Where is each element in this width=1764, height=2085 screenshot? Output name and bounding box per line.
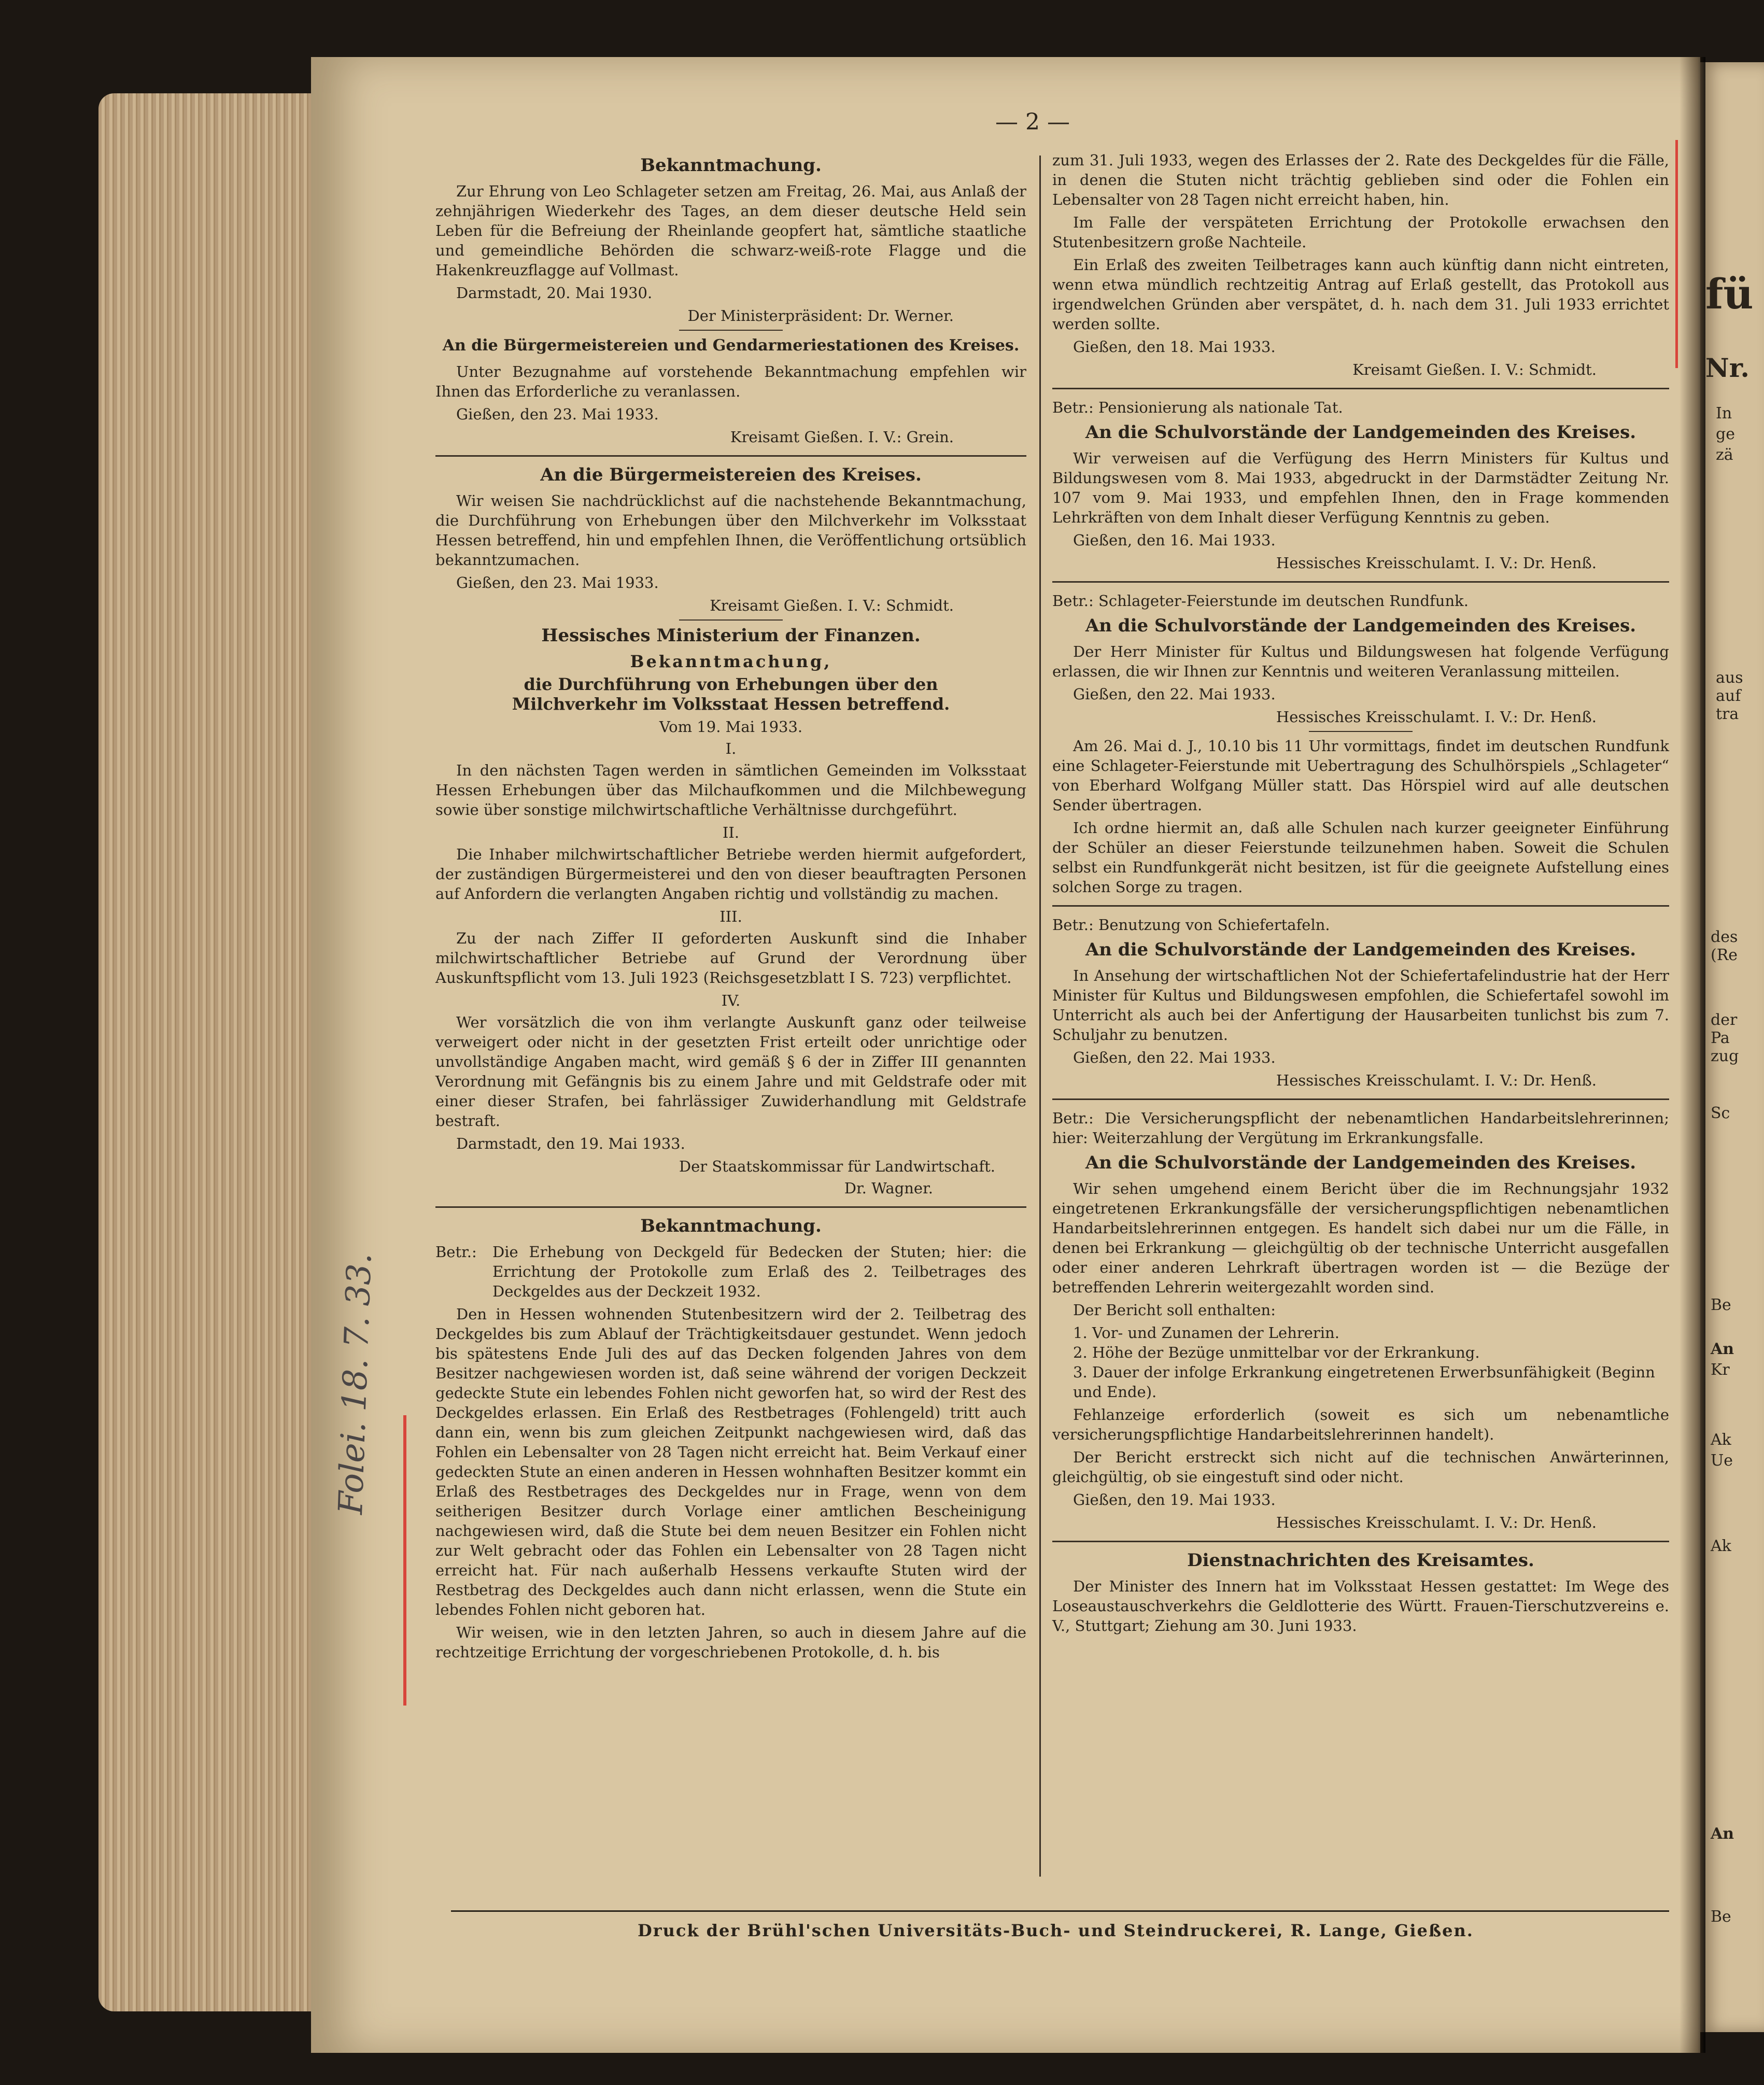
notice-body: Zur Ehrung von Leo Schlageter setzen am Freitag, 26. Mai, aus Anlaß der zehnjährigen Wiederkehr des Tages, an dem dieser deutsche Held sein Leben für die Befreiung der Rheinlande geopfert hat, sämtliche staatliche und gemeindliche Behörden die schwarz-weiß-rote Flagge und die Hakenkreuzflagge auf Vollmast.	[435, 182, 1026, 279]
notice-body: Der Herr Minister für Kultus und Bildungswesen hat folgende Verfügung erlassen, die wir Ihnen zur Kenntnis und weiteren Veranlassung mitteilen.	[1052, 643, 1669, 680]
red-margin-mark	[403, 1415, 406, 1706]
column-divider	[1039, 156, 1041, 1877]
next-page-fragment: ge	[1716, 425, 1735, 443]
short-divider	[1309, 731, 1413, 732]
notice-signature: Hessisches Kreisschulamt. I. V.: Dr. Henß.	[1276, 1514, 1597, 1531]
betr-line: Betr.: Benutzung von Schiefertafeln.	[1052, 916, 1330, 934]
section-divider	[1052, 581, 1669, 583]
notice-heading: An die Schulvorstände der Landgemeinden des Kreises.	[1085, 1152, 1636, 1173]
short-divider	[679, 330, 783, 331]
notice-body: In Ansehung der wirtschaftlichen Not der Schiefertafelindustrie hat der Herr Minister für Kultus und Bildungswesen empfohlen, die Schiefertafel sowohl im Unterricht als auch bei der Anfertigung der Hausarbeiten tunlichst bis zum 7. Schuljahr zu benutzen.	[1052, 967, 1669, 1044]
section-numeral: II.	[722, 824, 740, 841]
betr-line	[435, 1242, 1026, 1301]
section-divider	[1052, 388, 1669, 389]
printer-imprint: Druck der Brühl'schen Universitäts-Buch- und Steindruckerei, R. Lange, Gießen.	[638, 1921, 1474, 1940]
next-page-fragment: Pa	[1711, 1029, 1730, 1047]
next-page-fragment: Nr.	[1705, 353, 1749, 383]
section-divider	[435, 455, 1026, 457]
notice-heading: An die Schulvorstände der Landgemeinden des Kreises.	[1085, 422, 1636, 443]
next-page-fragment: tra	[1716, 705, 1739, 723]
next-page-fragment: auf	[1716, 687, 1741, 705]
notice-body: Die Inhaber milchwirtschaftlicher Betriebe werden hiermit aufgefordert, der zuständigen Bürgermeisterei und den von dieser beauftragten Personen auf Anfordern die verlangten Angaben richtig und vollständig zu machen.	[435, 846, 1026, 903]
next-page-fragment: Kr	[1711, 1361, 1730, 1379]
notice-signature: Dr. Wagner.	[844, 1179, 933, 1197]
notice-date: Darmstadt, den 19. Mai 1933.	[456, 1135, 685, 1152]
list-item: 3. Dauer der infolge Erkrankung eingetretenen Erwerbsunfähigkeit (Beginn und Ende).	[1073, 1363, 1655, 1401]
notice-body: Zu der nach Ziffer II geforderten Auskunft sind die Inhaber milchwirtschaftlicher Betriebe auf Grund der Verordnung über Auskunftspflicht vom 13. Juli 1923 (Reichsgesetzblatt I S. 723) verpflichtet.	[435, 929, 1026, 987]
notice-signature: Kreisamt Gießen. I. V.: Grein.	[730, 428, 954, 446]
notice-body: Im Falle der verspäteten Errichtung der Protokolle erwachsen den Stutenbesitzern große Nachteile.	[1052, 214, 1669, 251]
notice-date: Gießen, den 19. Mai 1933.	[1073, 1491, 1276, 1509]
next-page-fragment: fü	[1705, 270, 1754, 318]
notice-signature: Hessisches Kreisschulamt. I. V.: Dr. Henß.	[1276, 554, 1597, 572]
list-intro: Der Bericht soll enthalten:	[1073, 1301, 1276, 1319]
notice-subheading: die Durchführung von Erhebungen über den Milchverkehr im Volksstaat Hessen betreffend.	[512, 674, 950, 714]
right-column	[1052, 150, 1669, 1639]
betr-label: Betr.:	[435, 1243, 477, 1261]
section-divider	[1052, 1541, 1669, 1542]
notice-body: Unter Bezugnahme auf vorstehende Bekanntmachung empfehlen wir Ihnen das Erforderliche zu veranlassen.	[435, 363, 1026, 400]
notice-date: Gießen, den 16. Mai 1933.	[1073, 531, 1276, 549]
handwritten-annotation: Folei. 18. 7. 33.	[332, 1252, 379, 1515]
short-divider	[679, 619, 783, 621]
notice-body: Ich ordne hiermit an, daß alle Schulen nach kurzer geeigneter Einführung der Schüler an dieser Feierstunde teilzunehmen haben. Soweit die Schulen selbst ein Rundfunkgerät nicht besitzen, ist für die geeignete Aufstellung eines solchen Sorge zu tragen.	[1052, 819, 1669, 896]
notice-body: Der Bericht erstreckt sich nicht auf die technischen Anwärterinnen, gleichgültig, ob sie eingestuft sind oder nicht.	[1052, 1448, 1669, 1486]
next-page-fragment: Ak	[1711, 1431, 1731, 1449]
section-numeral: III.	[719, 908, 742, 925]
notice-heading: Dienstnachrichten des Kreisamtes.	[1187, 1550, 1534, 1571]
notice-heading: Bekanntmachung.	[640, 155, 822, 176]
page-gutter	[1680, 57, 1705, 2053]
next-page-fragment: (Re	[1711, 946, 1738, 964]
notice-signature: Kreisamt Gießen. I. V.: Schmidt.	[1352, 361, 1597, 378]
notice-heading: Hessisches Ministerium der Finanzen.	[541, 625, 921, 646]
next-page-fragment: zug	[1711, 1047, 1739, 1065]
notice-body: zum 31. Juli 1933, wegen des Erlasses der 2. Rate des Deckgeldes für die Fälle, in denen die Stuten nicht trächtig geblieben sind oder die Fohlen ein Lebensalter von 28 Tagen nicht erreicht haben, hin.	[1052, 151, 1669, 208]
notice-signature: Der Staatskommissar für Landwirtschaft.	[679, 1158, 995, 1175]
notice-heading: Bekanntmachung.	[640, 1216, 822, 1236]
notice-body: Ein Erlaß des zweiten Teilbetrages kann auch künftig dann nicht eintreten, wenn etwa mündlich rechtzeitig Antrag auf Erlaß gestellt, das Protokoll aus irgendwelchen Gründen aber verspätet, d. h. nach dem 31. Juli 1933 errichtet werden sollte.	[1052, 256, 1669, 333]
notice-date: Gießen, den 22. Mai 1933.	[1073, 685, 1276, 703]
notice-signature: Hessisches Kreisschulamt. I. V.: Dr. Henß.	[1276, 708, 1597, 726]
notice-subheading: Bekanntmachung,	[630, 652, 832, 671]
notice-signature: Kreisamt Gießen. I. V.: Schmidt.	[710, 597, 954, 614]
notice-signature: Hessisches Kreisschulamt. I. V.: Dr. Henß.	[1276, 1072, 1597, 1089]
notice-date: Gießen, den 23. Mai 1933.	[456, 405, 659, 423]
betr-line: Betr.: Die Versicherungspflicht der nebenamtlichen Handarbeitslehrerinnen; hier: Weiterzahlung der Vergütung im Erkrankungsfalle.	[1052, 1109, 1669, 1147]
list-item: 2. Höhe der Bezüge unmittelbar vor der Erkrankung.	[1073, 1344, 1480, 1361]
notice-body: Am 26. Mai d. J., 10.10 bis 11 Uhr vormittags, findet im deutschen Rundfunk eine Schlageter-Feierstunde mit Uebertragung des Schulhörspiels „Schlageter“ von Eberhard Wolfgang Müller statt. Das Hörspiel wird auf alle deutschen Sender übertragen.	[1052, 737, 1669, 814]
notice-date: Gießen, den 22. Mai 1933.	[1073, 1049, 1276, 1066]
notice-signature: Der Ministerpräsident: Dr. Werner.	[687, 307, 954, 325]
notice-heading: An die Bürgermeistereien des Kreises.	[540, 464, 922, 485]
notice-heading: An die Bürgermeistereien und Gendarmeriestationen des Kreises.	[442, 336, 1020, 355]
notice-heading: An die Schulvorstände der Landgemeinden des Kreises.	[1085, 615, 1636, 636]
report-items-list	[1073, 1323, 1669, 1402]
notice-date: Gießen, den 23. Mai 1933.	[456, 574, 659, 591]
left-column	[435, 150, 1026, 1665]
next-page-fragment: der	[1711, 1011, 1738, 1029]
next-page-fragment: Be	[1711, 1908, 1731, 1926]
section-numeral: IV.	[721, 992, 741, 1009]
next-page-fragment: des	[1711, 928, 1738, 946]
betr-line: Betr.: Pensionierung als nationale Tat.	[1052, 399, 1343, 416]
red-margin-mark	[1675, 140, 1678, 368]
next-page-fragment: Sc	[1711, 1104, 1730, 1122]
notice-date: Darmstadt, 20. Mai 1930.	[456, 284, 653, 302]
book-edge	[98, 93, 342, 2011]
page-number: — 2 —	[995, 109, 1070, 135]
list-item: 1. Vor- und Zunamen der Lehrerin.	[1073, 1324, 1339, 1342]
notice-body: Der Minister des Innern hat im Volksstaat Hessen gestattet: Im Wege des Loseaustauschverkehrs die Geldlotterie des Württ. Frauen-Tierschutzvereins e. V., Stuttgart; Ziehung am 30. Juni 1933.	[1052, 1577, 1669, 1635]
notice-body: Wer vorsätzlich die von ihm verlangte Auskunft ganz oder teilweise verweigert oder nicht in der gesetzten Frist erteilt oder unrichtige oder unvollständige Angaben macht, wird gemäß § 6 der in Ziffer III genannten Verordnung mit Gefängnis bis zu einem Jahre und mit Geldstrafe oder mit einer dieser Strafen, bei fahrlässiger Zuwiderhandlung mit Geldstrafe bestraft.	[435, 1013, 1026, 1130]
betr-line: Betr.: Schlageter-Feierstunde im deutschen Rundfunk.	[1052, 592, 1469, 610]
section-divider	[1052, 905, 1669, 907]
section-divider	[1052, 1098, 1669, 1100]
notice-body: In den nächsten Tagen werden in sämtlichen Gemeinden im Volksstaat Hessen Erhebungen über das Milchaufkommen und die Milchbewegung sowie über sonstige milchwirtschaftliche Verhältnisse durchgeführt.	[435, 762, 1026, 819]
notice-body: Fehlanzeige erforderlich (soweit es sich um nebenamtliche versicherungspflichtige Handarbeitslehrerinnen handelt).	[1052, 1406, 1669, 1443]
notice-body: Wir weisen, wie in den letzten Jahren, so auch in diesem Jahre auf die rechtzeitige Errichtung der vorgeschriebenen Protokolle, d. h. bis	[435, 1624, 1026, 1661]
next-page-fragment: Ue	[1711, 1452, 1733, 1470]
notice-body: Wir sehen umgehend einem Bericht über die im Rechnungsjahr 1932 eingetretenen Erkrankungsfälle der versicherungspflichtigen nebenamtlichen Handarbeitslehrerinnen entgegen. Es handelt sich dabei nur um die Fälle, in denen bei Erkrankung — gleichgültig ob der technische Unterricht ausgefallen oder einer anderen Lehrkraft übertragen worden ist — die Bezüge der betreffenden Lehrerin weitergezahlt worden sind.	[1052, 1180, 1669, 1296]
next-page-fragment: An	[1711, 1825, 1734, 1843]
next-page-fragment: An	[1711, 1340, 1734, 1358]
section-numeral: I.	[725, 740, 737, 757]
notice-body: Wir weisen Sie nachdrücklichst auf die nachstehende Bekanntmachung, die Durchführung von Erhebungen über den Milchverkehr im Volksstaat Hessen betreffend, hin und empfehlen Ihnen, die Veröffentlichung ortsüblich bekanntzumachen.	[435, 492, 1026, 569]
next-page-edge	[1700, 62, 1764, 2032]
next-page-fragment: zä	[1716, 446, 1733, 464]
next-page-fragment: Ak	[1711, 1537, 1731, 1555]
betr-text: Die Erhebung von Deckgeld für Bedecken der Stuten; hier: die Errichtung der Protokolle zum Erlaß des 2. Teilbetrages des Deckgeldes aus der Deckzeit 1932.	[492, 1243, 1026, 1300]
section-divider	[435, 1206, 1026, 1208]
next-page-fragment: aus	[1716, 669, 1743, 687]
notice-date-line: Vom 19. Mai 1933.	[659, 718, 803, 736]
notice-body: Wir verweisen auf die Verfügung des Herrn Ministers für Kultus und Bildungswesen vom 8. Mai 1933, abgedruckt in der Darmstädter Zeitung Nr. 107 vom 9. Mai 1933, und empfehlen Ihnen, den in Frage kommenden Lehrkräften von dem Inhalt dieser Verfügung Kenntnis zu geben.	[1052, 449, 1669, 526]
next-page-fragment: In	[1716, 404, 1732, 422]
notice-heading: An die Schulvorstände der Landgemeinden des Kreises.	[1085, 939, 1636, 960]
notice-date: Gießen, den 18. Mai 1933.	[1073, 338, 1276, 356]
footer-divider	[451, 1910, 1669, 1912]
notice-body: Den in Hessen wohnenden Stutenbesitzern wird der 2. Teilbetrag des Deckgeldes bis zum Ablauf der Trächtigkeitsdauer gestundet. Wenn jedoch bis spätestens Ende Juli des auf das Decken folgenden Jahres von dem Besitzer nachgewiesen worden ist, daß seine während der vorigen Deckzeit gedeckte Stute ein lebendes Fohlen nicht geworfen hat, so wird der Rest des Deckgeldes erlassen. Ein Erlaß des Restbetrages (Fohlengeld) tritt auch dann ein, wenn bis zum gleichen Zeitpunkt nachgewiesen wird, daß das Fohlen ein Lebensalter von 28 Tagen nicht erreicht hat. Beim Verkauf einer gedeckten Stute an einen anderen in Hessen wohnhaften Besitzer kommt ein Erlaß des Restbetrages des Deckgeldes nur in Frage, wenn von dem seitherigen Besitzer durch Vorlage einer amtlichen Bescheinigung nachgewiesen wird, daß die Stute bei dem neuen Besitzer ein Fohlen nicht zur Welt gebracht oder das Fohlen ein Lebensalter von 28 Tagen nicht erreicht hat. Für nach außerhalb Hessens verkaufte Stuten wird der Restbetrag des Deckgeldes auch dann nicht erlassen, wenn die Stute ein lebendes Fohlen nicht geboren hat.	[435, 1305, 1026, 1618]
next-page-fragment: Be	[1711, 1296, 1731, 1314]
